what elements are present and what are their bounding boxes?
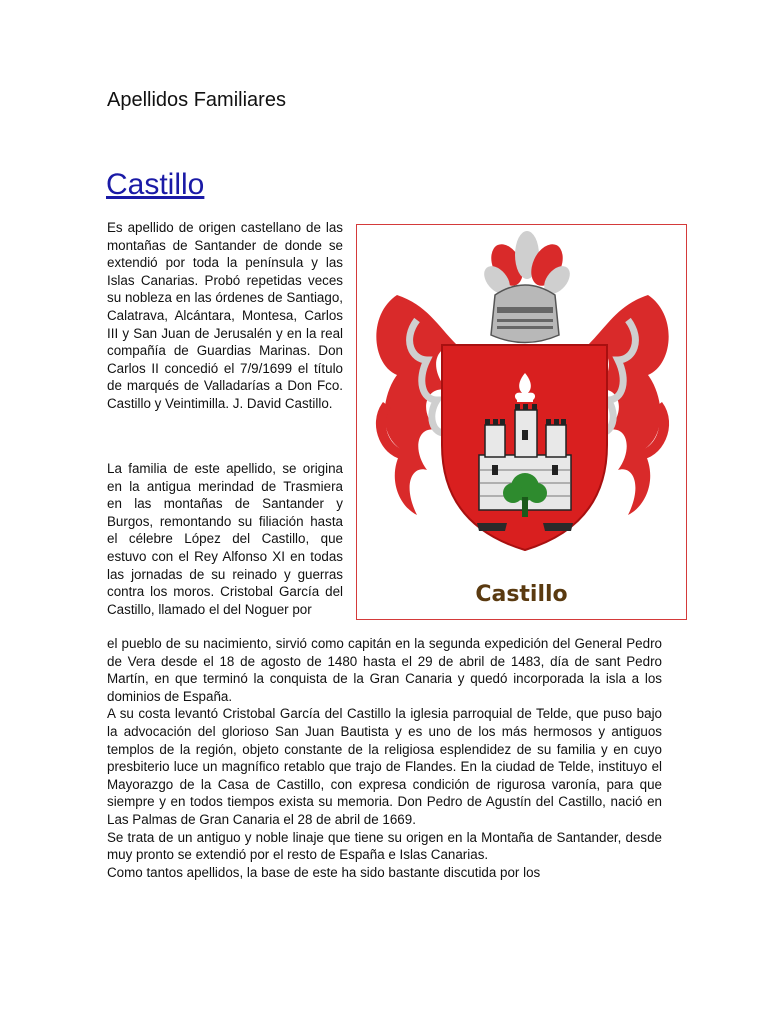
right-animal: [543, 523, 573, 531]
document-heading: Apellidos Familiares: [107, 89, 286, 111]
surname-title-link[interactable]: Castillo: [106, 168, 205, 201]
paragraph-family-narrow: La familia de este apellido, se origina en la antigua merindad de Trasmiera en las montañas de Santander y Burgos, remontando su filiación hasta el célebre López del Castillo, que estuvo con el Rey Alfonso XI en todas las jornadas de su reinado y guerras contra los moros. Cristobal García del Castillo, llamado el del Noguer por: [107, 461, 343, 617]
paragraph-discussion: Como tantos apellidos, la base de este ha sido bastante discutida por los: [107, 864, 541, 880]
paragraph-origin: Es apellido de origen castellano de las montañas de Santander de donde se extendió por toda la península y las Islas Canarias. Probó repetidas veces su nobleza en las órdenes de Santiago, Calatrava, Alcántara, Montesa, Carlos III y San Juan de Jerusalén y en la real compañía de Guardias Marinas. Don Carlos II concedió el 7/9/1699 el título de marqués de Valladarías a Don Fco. Castillo y Veintimilla. J. David Castillo.: [107, 220, 343, 411]
paragraph-lineage: Se trata de un antiguo y noble linaje que tiene su origen en la Montaña de Santander, desde muy pronto se extendió por el resto de España e Islas Canarias.: [107, 829, 662, 863]
helmet: [491, 285, 559, 343]
left-animal: [477, 523, 507, 531]
coat-of-arms-caption: Castillo: [475, 582, 568, 607]
paragraph-telde-church: A su costa levantó Cristobal García del Castillo la iglesia parroquial de Telde, que puso bajo la advocación del glorioso San Juan Bautista y es uno de los más hermosos y antiguos templos de la región, objeto constante de la religiosa esplendidez de su familia y en cuyo presbiterio luce un magnífico retablo que trajo de Flandes. En la ciudad de Telde, instituyo el Mayorazgo de la Casa de Castillo, con expresa condición de rigurosa varonía, para que siempre y en todos tiempos exista su memoria. Don Pedro de Agustín del Castillo, nació en Las Palmas de Gran Canaria el 28 de abril de 1669.: [107, 706, 662, 827]
coat-of-arms-image: [357, 225, 688, 621]
coat-of-arms-frame: [356, 224, 687, 620]
shield: [442, 345, 607, 550]
body-text-wide: [107, 635, 662, 881]
paragraph-family-wide: el pueblo de su nacimiento, sirvió como capitán en la segunda expedición del General Pedro de Vera desde el 18 de agosto de 1480 hasta el 29 de abril de 1483, día de sant Pedro Martín, en que terminó la conquista de la Gran Canaria y quedó incorporada la isla a los dominios de España.: [107, 636, 662, 704]
